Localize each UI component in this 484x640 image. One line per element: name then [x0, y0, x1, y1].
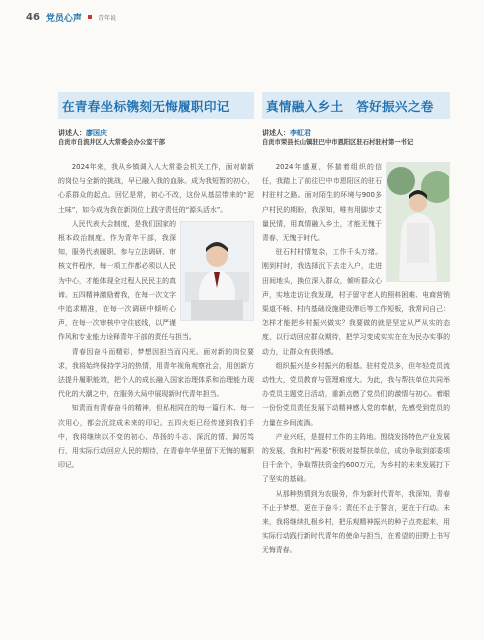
right-author-lead: 讲述人： — [262, 129, 290, 137]
left-article-title: 在青春坐标镌刻无悔履职印记 — [62, 99, 230, 114]
left-paragraph: 知责而有青春奋斗的精神，但私相同在的每一篇行木、每一次用心，都会沉淀成未来的印记。五四火炬已经传递到我们手中，我将继续以不变的初心、昂扬的斗志、深沉的情、踔厉笃行，用实际行动回应人民的期待，在青春年华里留下无悔的履职印记。 — [58, 404, 254, 470]
right-paragraph: 产业兴旺，是提村工作的主阵地。围绕发扬特色产业发展的发展，我和村“两委”积极对接帮扶单位，成功争取到部委项目千余个，争取帮扶资金约600万元，为乡村的未来发展打下了坚实的基础。 — [262, 432, 450, 484]
right-article-body — [262, 160, 450, 558]
section-name: 党员心声 — [45, 13, 82, 24]
left-author-role: 自贡市自流井区人大常委会办公室干部 — [58, 139, 166, 146]
page-number: 46 — [26, 11, 40, 23]
left-article-title-bar — [58, 92, 254, 119]
bullet-square-icon — [88, 15, 92, 19]
right-article-title-bar — [262, 92, 450, 119]
right-paragraph: 2024年盛夏，怀揣着组织的信任，我踏上了前往巴中市恩阳区的驻石村驻村之路。面对陌生的环境与900多户村民的期盼，我深知，唯有用脚步丈量民情，用真情融入乡土，才能无愧于青春、无愧于时代。 — [262, 163, 382, 243]
left-author-lead: 讲述人： — [58, 129, 86, 137]
right-article-byline — [262, 128, 450, 148]
right-paragraph: 驻石村村情复杂，工作千头万绪。刚到村时，我选择沉下去走入户，走进田间地头，换位深入群众，倾听群众心声，实地走访让我发现，村子留守老人的照料困难、电商营销渠道不畅、村内基础设施建设滞后等工作短板，我常问自己：怎样才能把乡村振兴做实？我要做的就是坚定从严从实的态度，以行动回应群众期待，把学习变成实实在在为民办实事的动力，让群众有获得感。 — [262, 248, 450, 356]
author-photo-right — [386, 162, 450, 282]
left-paragraph: 2024年来，我从乡镇调入人大常委会机关工作，面对崭新的岗位与全新的挑战，早已融入我的血脉。成为我短暂的初心，心系群众的起点。回忆是常，初心不改，这份从基层带来的“泥土味”，如今成为我在新岗位上践守责任的“源头活水”。 — [58, 163, 254, 214]
left-author-name: 廖国庆 — [86, 129, 107, 137]
right-author-name: 李虹君 — [290, 129, 311, 137]
left-paragraph: 人民代表大会制度，是我们国家的根本政治制度。作为青年干部，我深知，服务代表履职、参与立法调研、审核文件程序，每一项工作都必须以人民为中心，才能体现全过程人民民主的真谛。五四精神激励着我，在每一次文字中追求精准，在每一次调研中倾听心声，在每一次审核中守住底线，以严谨作风和专业能力诠释青年干部的责任与担当。 — [58, 219, 196, 342]
left-article — [58, 92, 254, 472]
page-header — [26, 10, 116, 24]
right-article-title: 真情融入乡土 答好振兴之卷 — [266, 99, 434, 114]
left-article-byline — [58, 128, 254, 148]
right-paragraph: 组织振兴是乡村振兴的根基。驻村党员多，但年轻党员流动性大，党员教育与管理难度大。为此，我与帮扶单位共同举办党员主题党日活动，重新点燃了党员们的激情与初心。着眼一份份党员责任发展下动精神感人党的奉献，先感受到党员的力量在乡间流淌。 — [262, 361, 450, 427]
column-name: 青年说 — [97, 14, 116, 22]
right-author-role: 自贡市荣县长山镇驻巴中市恩阳区驻石村驻村第一书记 — [262, 139, 414, 146]
right-paragraph: 从那种热情到为农服务，作为新时代青年，我深知，青春不止于梦想，更在于奋斗；责任不止于誓言，更在于行动。未来，我将继续扎根乡村，把乐观精神振兴的种子点亮起来，用实际行动践行新时代青年的使命与担当，在希望的田野上书写无悔青春。 — [262, 489, 450, 555]
author-photo-left — [180, 221, 254, 321]
left-article-body — [58, 160, 254, 472]
right-article — [262, 92, 450, 558]
left-paragraph: 青春因奋斗而精彩，梦想因担当而闪光。面对新的岗位要求，我将始终保持学习的热情，用青年视角观察社会，用创新方法提升履职能效，把个人的成长融入国家治理体系和治理能力现代化的大潮之中，在服务大局中展现新时代青年担当。 — [58, 347, 254, 399]
